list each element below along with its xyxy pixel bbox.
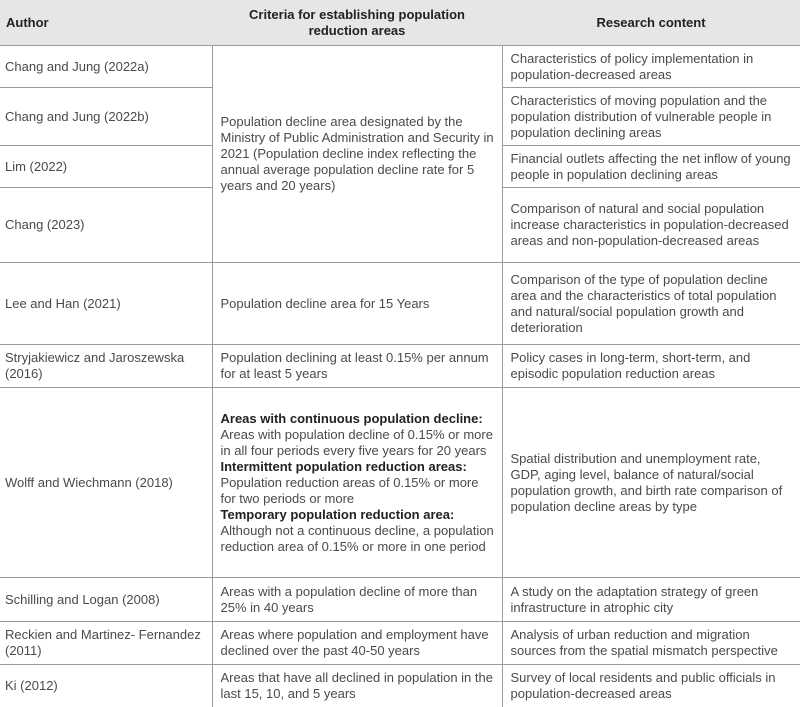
criteria-type-text: Areas with population decline of 0.15% or more in all four periods every five years for 20 years: [220, 426, 493, 458]
criteria-type-text: Although not a continuous decline, a population reduction area of 0.15% or more in one period: [220, 522, 494, 554]
table-row: [0, 622, 800, 665]
author-cell: Chang and Jung (2022b): [0, 88, 212, 146]
author-cell: Chang and Jung (2022a): [0, 46, 212, 88]
header-criteria: Criteria for establishing population reduction areas: [212, 0, 502, 46]
criteria-type-heading: Areas with continuous population decline:: [220, 410, 483, 426]
content-cell: Analysis of urban reduction and migration sources from the spatial mismatch perspective: [502, 622, 800, 665]
table-row: [0, 665, 800, 707]
table-row: [0, 578, 800, 622]
criteria-type-heading: Intermittent population reduction areas:: [220, 458, 467, 474]
content-cell: Characteristics of policy implementation in population-decreased areas: [502, 46, 800, 88]
author-cell: Wolff and Wiechmann (2018): [0, 388, 212, 578]
content-cell: Comparison of the type of population decline area and the characteristics of total population and natural/social population growth and deterioration: [502, 263, 800, 345]
author-cell: Reckien and Martinez- Fernandez (2011): [0, 622, 212, 665]
author-cell: Chang (2023): [0, 188, 212, 263]
criteria-type-text: Population reduction areas of 0.15% or more for two periods or more: [220, 474, 479, 506]
header-author: Author: [0, 0, 212, 46]
table-row: [0, 263, 800, 345]
author-cell: Lim (2022): [0, 146, 212, 188]
criteria-cell: Areas where population and employment have declined over the past 40-50 years: [212, 622, 502, 665]
criteria-cell: Population decline area for 15 Years: [212, 263, 502, 345]
header-content: Research content: [502, 0, 800, 46]
criteria-cell: Population declining at least 0.15% per annum for at least 5 years: [212, 345, 502, 388]
content-cell: Characteristics of moving population and the population distribution of vulnerable people in population declining areas: [502, 88, 800, 146]
criteria-cell: Areas that have all declined in population in the last 15, 10, and 5 years: [212, 665, 502, 707]
content-cell: Comparison of natural and social population increase characteristics in population-decreased areas and non-population-decreased areas: [502, 188, 800, 263]
content-cell: Spatial distribution and unemployment rate, GDP, aging level, balance of natural/social population growth, and birth rate comparison of population decline areas by type: [502, 388, 800, 578]
table-row: [0, 46, 800, 88]
author-cell: Lee and Han (2021): [0, 263, 212, 345]
header-row: [0, 0, 800, 46]
criteria-cell: Areas with a population decline of more than 25% in 40 years: [212, 578, 502, 622]
content-cell: Financial outlets affecting the net inflow of young people in population declining areas: [502, 146, 800, 188]
criteria-cell-shared: Population decline area designated by the Ministry of Public Administration and Security in 2021 (Population decline index reflecting the annual average population decline rate for 5 years and 20 years): [212, 46, 502, 263]
criteria-cell-types: [212, 388, 502, 578]
table-row: [0, 388, 800, 578]
content-cell: A study on the adaptation strategy of green infrastructure in atrophic city: [502, 578, 800, 622]
content-cell: Survey of local residents and public officials in population-decreased areas: [510, 669, 776, 701]
table-row: [0, 345, 800, 388]
content-cell: Policy cases in long-term, short-term, and episodic population reduction areas: [502, 345, 800, 388]
author-cell: Stryjakiewicz and Jaroszewska (2016): [0, 345, 212, 388]
criteria-type-heading: Temporary population reduction area:: [220, 506, 455, 522]
author-cell: Schilling and Logan (2008): [0, 578, 212, 622]
author-cell: Ki (2012): [5, 677, 58, 693]
